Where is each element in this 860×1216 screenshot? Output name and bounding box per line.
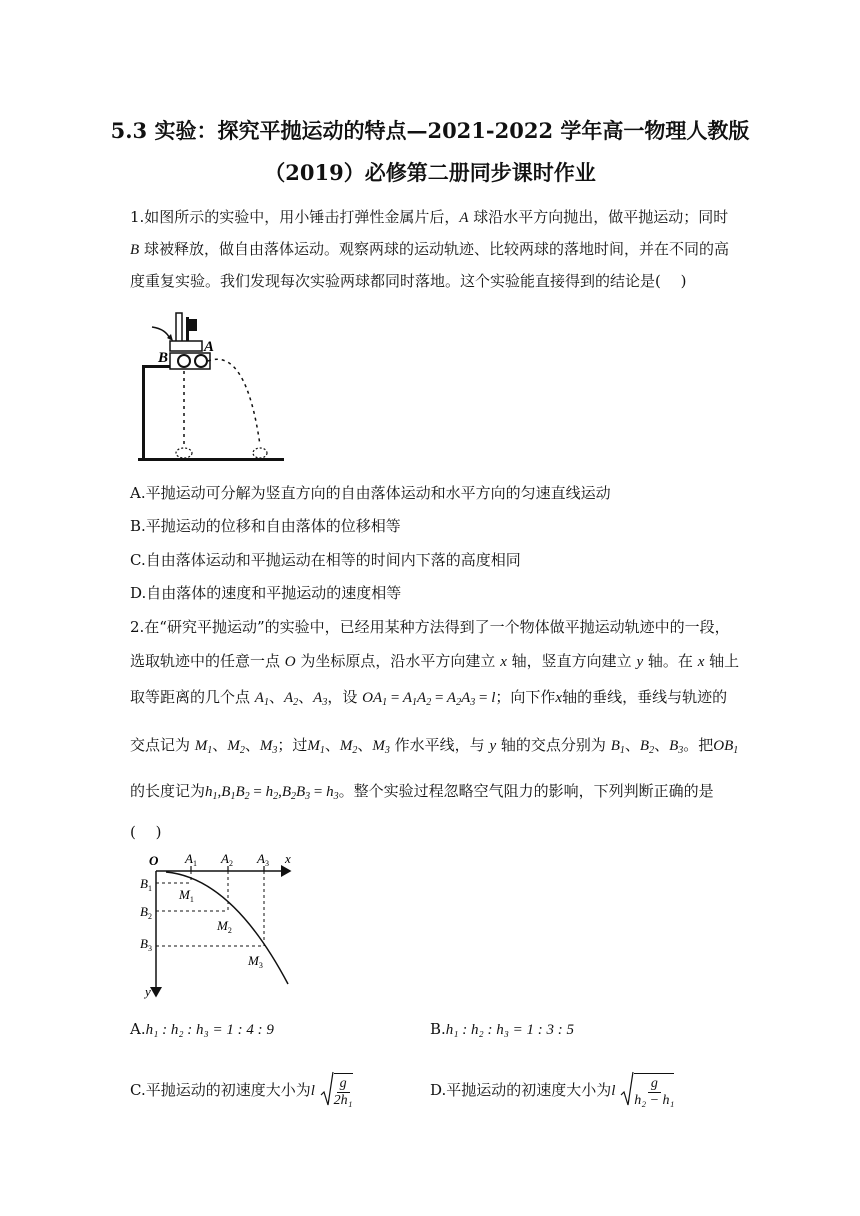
ball-A xyxy=(195,355,207,367)
q2-text: 轴，竖直方向建立 xyxy=(511,652,632,670)
ground-line xyxy=(138,458,284,461)
q2-text: 交点记为 xyxy=(130,736,191,754)
label-A1: $A_1$ xyxy=(185,851,197,868)
q1-var-B: B xyxy=(130,242,140,258)
doc-title-line-2: （2019）必修第二册同步课时作业 xyxy=(264,160,596,185)
q2-text: 轴的交点分别为 xyxy=(500,736,606,754)
q2-text: ；向下作 xyxy=(495,688,556,706)
sqrt-expression: $\frac{g}{\text{h₂ − h₁}}$ xyxy=(620,1071,674,1111)
label-B3: $B_3$ xyxy=(140,936,152,953)
label-A2: $A_2$ xyxy=(221,851,233,868)
q2-var-x: x xyxy=(697,654,705,670)
flag xyxy=(189,319,197,331)
q2-stem-line-3 xyxy=(130,687,727,708)
q1-stem-line-1 xyxy=(130,207,728,228)
label-M3: $M_3$ xyxy=(248,953,263,970)
q2-var-O: O xyxy=(284,654,296,670)
q2-text: 。把 xyxy=(683,736,714,754)
q2-option-b[interactable]: B.h₁ : h₂ : h₃ = 1 : 3 : 5 xyxy=(430,1020,575,1038)
q1-stem-line-3: 度重复实验。我们发现每次实验两球都同时落地。这个实验能直接得到的结论是( ) xyxy=(130,272,687,290)
q2-stem-line-1: 2.在“研究平抛运动”的实验中，已经用某种方法得到了一个物体做平抛运动轨迹中的一段， xyxy=(130,618,730,636)
label-A3: $A_3$ xyxy=(257,851,269,868)
ratio-1-3-5: h₁ : h₂ : h₃ = 1 : 3 : 5 xyxy=(445,1022,575,1038)
q2-heights: $h_1,B_1B_2 = h_2,B_2B_3 = h_3$ xyxy=(205,784,339,802)
ball-B xyxy=(178,355,190,367)
q2-text: 作水平线，与 xyxy=(394,736,485,754)
strike-arrow xyxy=(152,327,170,339)
q2-text: 轴上 xyxy=(709,652,740,670)
q2-option-c[interactable]: C.平抛运动的初速度大小为l $\frac{g}{\text{2h₁}}$ xyxy=(130,1070,353,1110)
q2-text: 的长度记为 xyxy=(130,782,206,800)
label-x: x xyxy=(285,851,291,866)
q2-stem-line-5 xyxy=(130,781,714,802)
q2-stem-line-4 xyxy=(130,735,738,756)
q2-text: 选取轨迹中的任意一点 xyxy=(130,652,281,670)
q1-option-a[interactable]: A.平抛运动可分解为竖直方向的自由落体运动和水平方向的匀速直线运动 xyxy=(130,484,611,502)
q2-points-B: $B_1$、$B_2$、$B_3$ xyxy=(610,738,684,756)
sqrt-expression: $\frac{g}{\text{2h₁}}$ xyxy=(320,1071,353,1111)
label-M1: $M_1$ xyxy=(179,887,194,904)
q1-var-A: A xyxy=(459,210,469,226)
q1-option-c[interactable]: C.自由落体运动和平抛运动在相等的时间内下落的高度相同 xyxy=(130,551,521,569)
landing-mark-A xyxy=(253,448,267,458)
q2-text: ，设 xyxy=(327,688,358,706)
radical-sign-icon xyxy=(620,1071,634,1111)
ratio-1-4-9: h₁ : h₂ : h₃ = 1 : 4 : 9 xyxy=(145,1022,274,1038)
q2-trajectory-figure xyxy=(132,848,302,1000)
q1-text: 1.如图所示的实验中，用小锤击打弹性金属片后， xyxy=(130,208,460,226)
q2-var-x: x xyxy=(555,690,563,706)
label-B2: $B_2$ xyxy=(140,904,152,921)
label-y: y xyxy=(145,984,151,999)
q2-text: 轴的垂线，垂线与轨迹的 xyxy=(562,688,728,706)
q2-text: ；过 xyxy=(277,736,308,754)
radical-sign-icon xyxy=(320,1071,334,1111)
q2-stem-line-2 xyxy=(130,651,739,672)
hammer-block xyxy=(170,341,202,351)
var-l: l xyxy=(310,1083,315,1099)
label-B: B xyxy=(158,350,169,366)
q2-segment-OB1: $OB_1$ xyxy=(713,738,739,756)
q2-var-x: x xyxy=(500,654,507,670)
doc-title-line-1: 5.3 实验：探究平抛运动的特点—2021-2022 学年高一物理人教版 xyxy=(110,118,750,143)
q2-text: 为坐标原点，沿水平方向建立 xyxy=(300,652,496,670)
q2-option-d[interactable]: D.平抛运动的初速度大小为l $\frac{g}{\text{h₂ − h₁}}$ xyxy=(430,1070,674,1110)
q2-points-M: $M_1$、$M_2$、$M_3$ xyxy=(307,738,390,756)
q2-equal-spacing: $OA_1 = A_1A_2 = A_2A_3 = l$ xyxy=(362,690,496,708)
stand-pole xyxy=(142,365,145,459)
q1-apparatus-figure xyxy=(136,305,286,465)
label-M2: $M_2$ xyxy=(217,918,232,935)
q2-text: 取等距离的几个点 xyxy=(130,688,251,706)
projectile-path xyxy=(208,359,260,445)
q2-points-M: $M_1$、$M_2$、$M_3$ xyxy=(194,738,278,756)
q1-stem-line-2 xyxy=(130,239,729,260)
landing-mark-B xyxy=(176,448,192,458)
label-A: A xyxy=(204,339,215,355)
q1-text: 球沿水平方向抛出，做平抛运动；同时 xyxy=(468,208,729,226)
q2-stem-line-6: ( ) xyxy=(130,823,162,841)
q1-option-d[interactable]: D.自由落体的速度和平抛运动的速度相等 xyxy=(130,584,402,602)
label-B1: $B_1$ xyxy=(140,876,152,893)
q2-option-a[interactable]: A.h₁ : h₂ : h₃ = 1 : 4 : 9 xyxy=(130,1020,274,1038)
hammer-rod xyxy=(176,313,182,345)
label-O: O xyxy=(149,853,159,868)
q2-points-A: $A_1$、$A_2$、$A_3$ xyxy=(254,690,328,708)
q2-text: 轴。在 xyxy=(647,652,693,670)
q2-text: 。整个实验过程忽略空气阻力的影响，下列判断正确的是 xyxy=(338,782,714,800)
q2-var-y: y xyxy=(489,738,497,754)
q1-option-b[interactable]: B.平抛运动的位移和自由落体的位移相等 xyxy=(130,517,401,535)
var-l: l xyxy=(611,1083,616,1099)
q1-text: 球被释放，做自由落体运动。观察两球的运动轨迹、比较两球的落地时间，并在不同的高 xyxy=(139,240,729,258)
q2-var-y: y xyxy=(636,654,644,670)
